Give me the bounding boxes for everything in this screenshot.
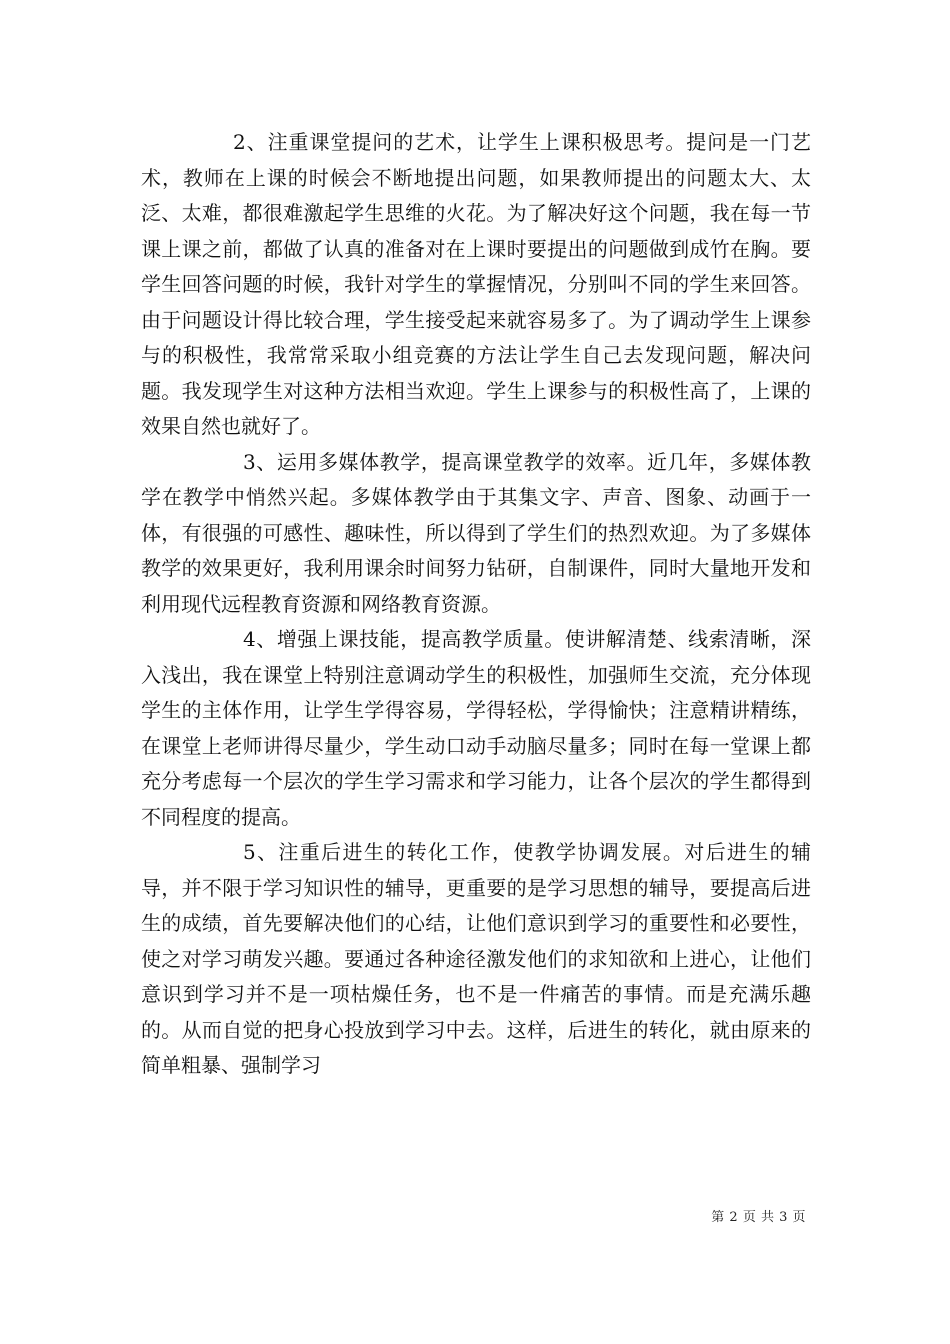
page-number-footer: 第 2 页 共 3 页	[711, 1210, 806, 1225]
paragraph-underachiever-support: 5、注重后进生的转化工作，使教学协调发展。对后进生的辅导，并不限于学习知识性的辅导，更重要的是学习思想的辅导，要提高后进生的成绩，首先要解决他们的心结，让他们意识到学习的重要性和必要性，使之对学习萌发兴趣。要通过各种途径激发他们的求知欲和上进心，让他们意识到学习并不是一项枯燥任务，也不是一件痛苦的事情。而是充满乐趣的。从而自觉的把身心投放到学习中去。这样，后进生的转化，就由原来的简单粗暴、强制学习	[141, 840, 811, 1077]
paragraph-teaching-skills: 4、增强上课技能，提高教学质量。使讲解清楚、线索清晰，深入浅出，我在课堂上特别注意调动学生的积极性，加强师生交流，充分体现学生的主体作用，让学生学得容易，学得轻松，学得愉快；注意精讲精练，在课堂上老师讲得尽量少，学生动口动手动脑尽量多；同时在每一堂课上都充分考虑每一个层次的学生学习需求和学习能力，让各个层次的学生都得到不同程度的提高。	[141, 627, 811, 829]
paragraph-classroom-questioning: 2、注重课堂提问的艺术，让学生上课积极思考。提问是一门艺术，教师在上课的时候会不断地提出问题，如果教师提出的问题太大、太泛、太难，都很难激起学生思维的火花。为了解决好这个问题，我在每一节课上课之前，都做了认真的准备对在上课时要提出的问题做到成竹在胸。要学生回答问题的时候，我针对学生的掌握情况，分别叫不同的学生来回答。由于问题设计得比较合理，学生接受起来就容易多了。为了调动学生上课参与的积极性，我常常采取小组竞赛的方法让学生自己去发现问题，解决问题。我发现学生对这种方法相当欢迎。学生上课参与的积极性高了，上课的效果自然也就好了。	[141, 130, 811, 438]
paragraph-multimedia-teaching: 3、运用多媒体教学，提高课堂教学的效率。近几年，多媒体教学在教学中悄然兴起。多媒体教学由于其集文字、声音、图象、动画于一体，有很强的可感性、趣味性，所以得到了学生们的热烈欢迎。为了多媒体教学的效果更好，我利用课余时间努力钻研，自制课件，同时大量地开发和利用现代远程教育资源和网络教育资源。	[141, 449, 811, 616]
document-body	[141, 125, 811, 1084]
